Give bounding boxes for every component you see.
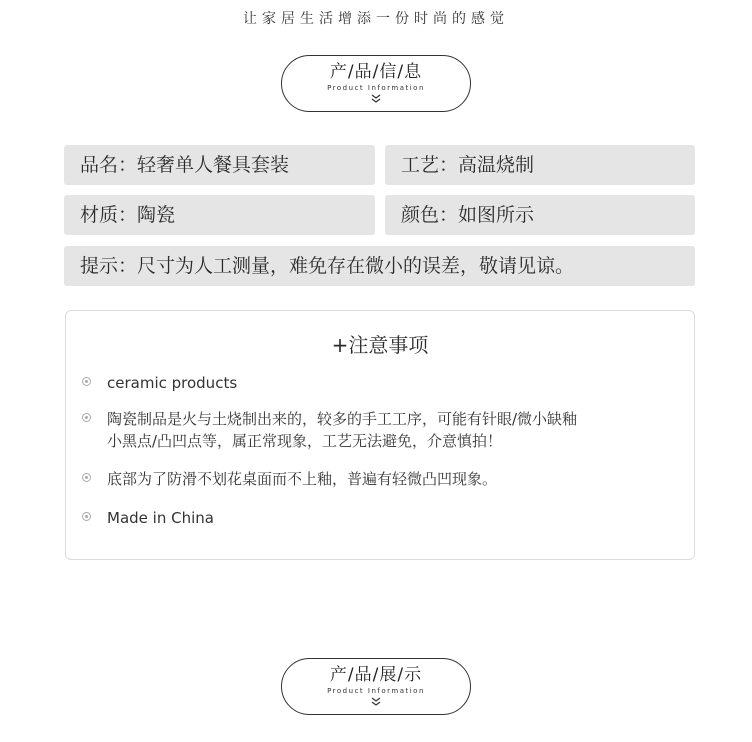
notice-item-line: 小黑点/凸凹点等，属正常现象，工艺无法避免，介意慎拍！: [107, 432, 503, 450]
bullet-icon: [82, 512, 91, 521]
product-display-subtitle: Product Information: [327, 687, 425, 695]
double-chevron-down-icon: [370, 697, 382, 707]
craft-box: 工艺：高温烧制: [385, 145, 695, 185]
notice-panel: [65, 310, 695, 560]
product-info-badge: [281, 55, 471, 112]
bullet-icon: [82, 473, 91, 482]
notice-item: [82, 408, 682, 454]
notice-item-text: Made in China: [107, 509, 214, 527]
product-display-title: 产/品/展/示: [329, 665, 423, 685]
product-info-title: 产/品/信/息: [329, 62, 423, 82]
notice-item-text: ceramic products: [107, 374, 238, 392]
notice-item-line: 陶瓷制品是火与土烧制出来的，较多的手工工序，可能有针眼/微小缺釉: [107, 410, 578, 428]
notice-item-text: 底部为了防滑不划花桌面而不上釉，普遍有轻微凸凹现象。: [107, 470, 498, 488]
notice-item-text: [107, 408, 677, 452]
tip-box: 提示：尺寸为人工测量，难免存在微小的误差，敬请见谅。: [64, 246, 695, 286]
bullet-icon: [82, 377, 91, 386]
material-box: 材质：陶瓷: [64, 195, 375, 235]
tagline: 让家居生活增添一份时尚的感觉: [243, 11, 509, 27]
double-chevron-down-icon: [370, 94, 382, 104]
notice-title: +注意事项: [331, 333, 429, 357]
color-box: 颜色：如图所示: [385, 195, 695, 235]
product-info-subtitle: Product Information: [327, 84, 425, 92]
product-name-box: 品名：轻奢单人餐具套装: [64, 145, 375, 185]
product-display-badge: [281, 658, 471, 715]
bullet-icon: [82, 413, 91, 422]
